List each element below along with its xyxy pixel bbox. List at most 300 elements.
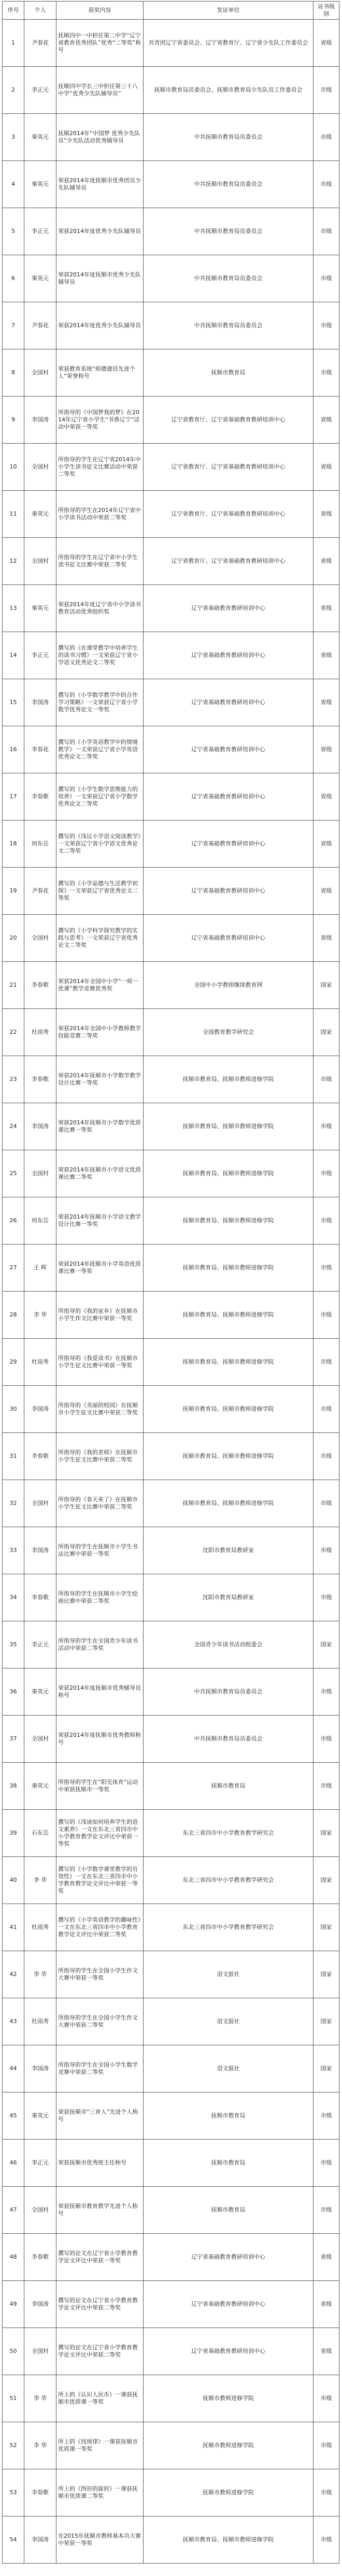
table-row [3, 2469, 339, 2516]
row-level: 国家 [314, 1998, 339, 2045]
row-award: 撰写的《浅议小学语文阅读教学》一文荣获辽宁省小学语文优秀论文二等奖 [56, 821, 144, 868]
row-index: 36 [3, 1668, 24, 1716]
row-issuer: 辽宁省基础教育教研培训中心 [144, 2328, 314, 2375]
row-person: 李正元 [24, 1621, 56, 1668]
row-award: 所上的《认识人民币》一课获抚顺市优质课一等奖 [56, 2375, 144, 2422]
row-issuer: 抚顺市教育局、抚顺市教师进修学院 [144, 1245, 314, 1292]
table-row [3, 1103, 339, 1150]
row-award: 所指导的学生在2014年辽宁省中小学读书活动中荣获二等奖 [56, 491, 144, 538]
row-person: 李 华 [24, 2422, 56, 2469]
table-row [3, 491, 339, 538]
row-award: 所指导的学生在全国小学生作文大赛中荣获一等奖 [56, 1951, 144, 1998]
row-level: 国家 [314, 1904, 339, 1951]
row-issuer: 东北三省四市中小学教育教学研究会 [144, 1810, 314, 1857]
row-index: 33 [3, 1527, 24, 1574]
table-row [3, 1810, 339, 1857]
row-index: 49 [3, 2281, 24, 2328]
table-row [3, 538, 339, 585]
row-index: 22 [3, 1009, 24, 1056]
row-issuer: 语文报社 [144, 2045, 314, 2092]
row-award: 所指导的学生在抚顺市小学生绘画比赛中荣获二等奖 [56, 1574, 144, 1621]
row-person: 李国涛 [24, 2281, 56, 2328]
table-row [3, 302, 339, 349]
row-issuer: 辽宁省基础教育教研培训中心 [144, 915, 314, 962]
table-row [3, 1763, 339, 1810]
row-person: 李国涛 [24, 1527, 56, 1574]
row-index: 2 [3, 67, 24, 114]
table-row [3, 632, 339, 679]
row-index: 23 [3, 1056, 24, 1103]
row-level: 市级 [314, 1716, 339, 1763]
row-index: 21 [3, 962, 24, 1009]
row-issuer: 沈阳市教育局教研室 [144, 1527, 314, 1574]
row-award: 撰写的《小学数学课堂教学的有效性》一文在东北三省四市中小学教育教学论文评比中荣获一等奖 [56, 1857, 144, 1904]
row-index: 27 [3, 1245, 24, 1292]
row-level: 市级 [314, 1339, 339, 1386]
row-index: 39 [3, 1810, 24, 1857]
row-person: 秦英元 [24, 1763, 56, 1810]
table-row [3, 2375, 339, 2422]
row-person: 秦英元 [24, 161, 56, 208]
row-person: 杜雨秀 [24, 1339, 56, 1386]
row-issuer: 抚顺市教育局、抚顺市教师进修学院 [144, 1197, 314, 1245]
table-row [3, 349, 339, 397]
row-award: 所指导的学生在辽宁省中小学生读书征文比赛中荣获二等奖 [56, 538, 144, 585]
row-award: 荣获2014年抚顺市小学语文优质课比赛二等奖 [56, 1150, 144, 1197]
row-issuer: 抚顺市教育局 [144, 1763, 314, 1810]
row-award: 所上的《图形的旋转》一课获抚顺市优质课二等奖 [56, 2469, 144, 2516]
row-index: 1 [3, 20, 24, 67]
row-person: 全国村 [24, 915, 56, 962]
row-index: 31 [3, 1433, 24, 1480]
row-award: 撰写的《小学科学探究教学的实践与思考》一文荣获辽宁省优秀论文二等奖 [56, 915, 144, 962]
row-person: 全国村 [24, 1150, 56, 1197]
header-level: 证书级别 [314, 2, 339, 20]
row-person: 秦英元 [24, 491, 56, 538]
row-award: 抚顺2014年“中国梦 优秀少先队员”少先队活动优秀辅导员 [56, 114, 144, 161]
awards-table [2, 1, 339, 2564]
row-issuer: 辽宁省基础教育教研培训中心 [144, 726, 314, 773]
row-person: 全国村 [24, 1480, 56, 1527]
row-person: 秦英元 [24, 255, 56, 302]
table-row [3, 1668, 339, 1716]
row-person: 何东岳 [24, 821, 56, 868]
header-index: 序号 [3, 2, 24, 20]
header-issuer: 发证单位 [144, 2, 314, 20]
row-index: 47 [3, 2187, 24, 2234]
row-award: 所指导的学生在全国小学生作文大赛中荣获二等奖 [56, 1998, 144, 2045]
row-level: 国家 [314, 1621, 339, 1668]
table-row [3, 679, 339, 726]
row-level: 市级 [314, 1103, 339, 1150]
row-award: 撰写的《小学数学教学中的合作学习策略》一文荣获辽宁省小学数学优秀论文一等奖 [56, 679, 144, 726]
row-issuer: 中共抚顺市教育局员委员会 [144, 302, 314, 349]
table-row [3, 773, 339, 821]
table-row [3, 2187, 339, 2234]
row-level: 市级 [314, 1197, 339, 1245]
row-issuer: 辽宁省基础教育教研培训中心 [144, 585, 314, 632]
row-index: 46 [3, 2140, 24, 2187]
table-row [3, 726, 339, 773]
row-issuer: 中共抚顺市教育局员委员会 [144, 1668, 314, 1716]
row-award: 荣获2014年度抚顺市优秀团员少先队辅导员 [56, 161, 144, 208]
row-award: 荣获2014年度辽宁省中小学读书教育活动优秀组织奖 [56, 585, 144, 632]
table-row [3, 208, 339, 255]
row-index: 45 [3, 2092, 24, 2140]
table-row [3, 1386, 339, 1433]
row-issuer: 抚顺市教师进修学院 [144, 2469, 314, 2516]
row-index: 24 [3, 1103, 24, 1150]
row-level: 市级 [314, 2469, 339, 2516]
row-person: 全国村 [24, 2328, 56, 2375]
table-row [3, 1951, 339, 1998]
row-issuer: 辽宁省基础教育教研培训中心 [144, 679, 314, 726]
row-level: 市级 [314, 1292, 339, 1339]
row-issuer: 全国青少年读书活动组委会 [144, 1621, 314, 1668]
row-person: 李国涛 [24, 1386, 56, 1433]
table-row [3, 1716, 339, 1763]
row-award: 荣获2014年抚顺市小学数学优质课比赛一等奖 [56, 1103, 144, 1150]
table-row [3, 585, 339, 632]
row-award: 所指导的《中国梦我的梦》在2014年辽宁省小学生“书香辽宁”活动中荣获一等奖 [56, 397, 144, 444]
row-index: 40 [3, 1857, 24, 1904]
row-index: 34 [3, 1574, 24, 1621]
row-person: 李春歌 [24, 1433, 56, 1480]
row-issuer: 中共抚顺市教育局员委员会 [144, 114, 314, 161]
row-issuer: 抚顺市教育局、抚顺市教师进修学院 [144, 1480, 314, 1527]
row-index: 15 [3, 679, 24, 726]
row-award: 荣获2014年全国中小学“一师一优课”教学竞赛优秀奖 [56, 962, 144, 1009]
table-row [3, 2422, 339, 2469]
row-level: 市级 [314, 1668, 339, 1716]
row-issuer: 沈阳市教育局教研室 [144, 1574, 314, 1621]
row-index: 52 [3, 2422, 24, 2469]
row-person: 李国涛 [24, 2516, 56, 2564]
row-index: 20 [3, 915, 24, 962]
row-issuer: 中共抚顺市教育局员委员会 [144, 1716, 314, 1763]
row-level: 省级 [314, 773, 339, 821]
row-level: 市级 [314, 67, 339, 114]
row-award: 抚顺四中学长三中担任第三十八中学“优秀少先队辅导员” [56, 67, 144, 114]
row-index: 9 [3, 397, 24, 444]
row-person: 秦英元 [24, 1668, 56, 1716]
row-award: 所指导的《我爱读书》在抚顺市小学生征文比赛中荣获一等奖 [56, 1339, 144, 1386]
row-issuer: 抚顺市教育局、抚顺市教师进修学院 [144, 1056, 314, 1103]
row-person: 秦英元 [24, 114, 56, 161]
table-row [3, 114, 339, 161]
row-person: 杜雨秀 [24, 1904, 56, 1951]
row-index: 38 [3, 1763, 24, 1810]
row-index: 17 [3, 773, 24, 821]
row-level: 市级 [314, 208, 339, 255]
row-issuer: 抚顺市教育局 [144, 2092, 314, 2140]
row-person: 李春歌 [24, 2234, 56, 2281]
row-award: 撰写的《小学品德与生活教学初探》一文荣获辽宁省优秀论文二等奖 [56, 868, 144, 915]
row-level: 市级 [314, 1245, 339, 1292]
row-person: 何东岳 [24, 1197, 56, 1245]
row-person: 全国村 [24, 2187, 56, 2234]
row-person: 李 华 [24, 1857, 56, 1904]
table-row [3, 1621, 339, 1668]
row-level: 省级 [314, 20, 339, 67]
row-award: 荣获2014年度优秀少先队辅导员 [56, 208, 144, 255]
row-award: 所指导的《春天来了》在抚顺市小学生征文比赛中荣获二等奖 [56, 1480, 144, 1527]
row-person: 李 华 [24, 2375, 56, 2422]
row-award: 撰写的《小学生数学思维能力的培养》一文荣获辽宁省小学数学优秀论文二等奖 [56, 773, 144, 821]
row-person: 秦英元 [24, 585, 56, 632]
table-row [3, 1480, 339, 1527]
row-person: 石东岳 [24, 1810, 56, 1857]
row-index: 51 [3, 2375, 24, 2422]
row-issuer: 东北三省四市中小学教育教学研究会 [144, 1857, 314, 1904]
table-row [3, 161, 339, 208]
row-award: 荣获教育系统“师德建设先进个人”荣誉称号 [56, 349, 144, 397]
row-issuer: 共青团辽宁省委员会、辽宁省教育厅、辽宁省少先队工作委员会 [144, 20, 314, 67]
row-award: 荣获抚顺市教育教学先进个人称号 [56, 2187, 144, 2234]
row-level: 市级 [314, 2422, 339, 2469]
row-level: 省级 [314, 538, 339, 585]
row-award: 荣获2014年度抚顺市优秀少先队辅导员 [56, 255, 144, 302]
row-award: 撰写的《小学英语教学中的情境教学》一文荣获辽宁省小学英语优秀论文二等奖 [56, 726, 144, 773]
row-person: 李 华 [24, 1292, 56, 1339]
table-row [3, 1339, 339, 1386]
row-level: 国家 [314, 1951, 339, 1998]
row-issuer: 辽宁省基础教育教研培训中心 [144, 2234, 314, 2281]
row-award: 所指导的学生在“阳光体育”运动中荣获抚顺市一等奖 [56, 1763, 144, 1810]
row-award: 荣获2014年抚顺市小学英语优质课比赛一等奖 [56, 1245, 144, 1292]
row-level: 市级 [314, 1056, 339, 1103]
row-index: 7 [3, 302, 24, 349]
row-issuer: 辽宁省基础教育教研培训中心 [144, 773, 314, 821]
row-index: 18 [3, 821, 24, 868]
row-index: 30 [3, 1386, 24, 1433]
row-person: 全国村 [24, 349, 56, 397]
row-level: 市级 [314, 1763, 339, 1810]
table-row [3, 1527, 339, 1574]
row-award: 撰写的论文在辽宁省小学教育教学论文评比中荣获一等奖 [56, 2234, 144, 2281]
row-person: 李正元 [24, 2140, 56, 2187]
row-issuer: 辽宁省基础教育教研培训中心 [144, 868, 314, 915]
row-level: 省级 [314, 679, 339, 726]
row-level: 省级 [314, 726, 339, 773]
row-issuer: 辽宁省基础教育教研培训中心 [144, 632, 314, 679]
row-level: 市级 [314, 1480, 339, 1527]
row-issuer: 辽宁省教育厅、辽宁省基础教育教研培训中心 [144, 397, 314, 444]
row-person: 王 晖 [24, 1245, 56, 1292]
table-row [3, 1574, 339, 1621]
table-row [3, 1857, 339, 1904]
header-award: 获奖内容 [56, 2, 144, 20]
row-issuer: 辽宁省教育厅、辽宁省基础教育教研培训中心 [144, 444, 314, 491]
row-person: 李春歌 [24, 962, 56, 1009]
row-issuer: 抚顺市教育局 [144, 2187, 314, 2234]
table-row [3, 1904, 339, 1951]
row-level: 省级 [314, 444, 339, 491]
row-issuer: 抚顺市教育局、抚顺市教师进修学院 [144, 1339, 314, 1386]
row-level: 市级 [314, 1527, 339, 1574]
row-issuer: 语文报社 [144, 1951, 314, 1998]
row-level: 省级 [314, 632, 339, 679]
table-row [3, 2140, 339, 2187]
row-award: 撰写的《浅谈如何培养学生的语文素养》一文在东北三省四市中小学教育教学论文评比中荣获一等奖 [56, 1810, 144, 1857]
row-level: 市级 [314, 349, 339, 397]
row-index: 44 [3, 2045, 24, 2092]
row-award: 所指导的学生在全国青少年读书活动中荣获二等奖 [56, 1621, 144, 1668]
row-person: 李正元 [24, 208, 56, 255]
row-level: 市级 [314, 2516, 339, 2564]
row-level: 市级 [314, 2375, 339, 2422]
row-level: 市级 [314, 2092, 339, 2140]
header-person: 个人 [24, 2, 56, 20]
table-row [3, 1433, 339, 1480]
row-award: 荣获抚顺市“三育人”先进个人称号 [56, 2092, 144, 2140]
row-level: 国家 [314, 2045, 339, 2092]
row-level: 国家 [314, 1857, 339, 1904]
table-row [3, 397, 339, 444]
row-award: 所指导的《我的家乡》在抚顺市小学生作文比赛中荣获一等奖 [56, 1292, 144, 1339]
row-award: 所指导的《美丽的校园》在抚顺市小学生征文比赛中荣获二等奖 [56, 1386, 144, 1433]
row-level: 省级 [314, 915, 339, 962]
row-index: 42 [3, 1951, 24, 1998]
row-person: 尹春花 [24, 868, 56, 915]
header-row [3, 2, 339, 20]
row-index: 13 [3, 585, 24, 632]
row-award: 所指导的学生在辽宁省2014年中小学生读书征文比赛活动中荣获二等奖 [56, 444, 144, 491]
row-award: 所指导的学生在抚顺市小学生书法比赛中荣获一等奖 [56, 1527, 144, 1574]
row-person: 李春歌 [24, 1574, 56, 1621]
row-person: 李春歌 [24, 773, 56, 821]
row-award: 荣获抚顺市优秀班主任称号 [56, 2140, 144, 2187]
table-row [3, 1150, 339, 1197]
row-person: 李国涛 [24, 1103, 56, 1150]
row-level: 市级 [314, 2187, 339, 2234]
table-row [3, 1998, 339, 2045]
row-issuer: 全国教育教学研究会 [144, 1009, 314, 1056]
row-index: 53 [3, 2469, 24, 2516]
awards-table-sheet [2, 1, 339, 2564]
row-person: 尹春花 [24, 302, 56, 349]
row-person: 李正元 [24, 67, 56, 114]
row-award: 抚顺四中一中担任第二中学“辽宁省教育优秀团队”优秀“二等奖”称号 [56, 20, 144, 67]
row-index: 3 [3, 114, 24, 161]
row-issuer: 全国中小学教师继续教育网 [144, 962, 314, 1009]
table-row [3, 2281, 339, 2328]
row-award: 所指导的《我的老师》在抚顺市小学生征文比赛中荣获二等奖 [56, 1433, 144, 1480]
table-row [3, 1009, 339, 1056]
row-index: 37 [3, 1716, 24, 1763]
row-person: 全国村 [24, 1716, 56, 1763]
row-issuer: 中共抚顺市教育局员委员会 [144, 255, 314, 302]
row-index: 25 [3, 1150, 24, 1197]
row-level: 省级 [314, 397, 339, 444]
row-index: 6 [3, 255, 24, 302]
row-award: 荣获2014年抚顺市小学语文教学设计比赛一等奖 [56, 1197, 144, 1245]
row-level: 市级 [314, 302, 339, 349]
row-level: 市级 [314, 1433, 339, 1480]
row-award: 荣获2014年度抚顺市优秀辅导员称号 [56, 1668, 144, 1716]
row-index: 48 [3, 2234, 24, 2281]
row-issuer: 抚顺市教育局、抚顺市教师进修学院 [144, 2516, 314, 2564]
row-award: 荣获2014年度优秀少先队辅导员 [56, 302, 144, 349]
table-row [3, 2234, 339, 2281]
table-row [3, 2328, 339, 2375]
row-award: 荣获2014年抚顺市小学数学教学设计比赛一等奖 [56, 1056, 144, 1103]
table-row [3, 1245, 339, 1292]
row-level: 市级 [314, 161, 339, 208]
row-index: 29 [3, 1339, 24, 1386]
row-issuer: 东北三省四市中小学教育教学研究会 [144, 1904, 314, 1951]
row-issuer: 抚顺市教育局、抚顺市教师进修学院 [144, 1386, 314, 1433]
row-level: 省级 [314, 821, 339, 868]
row-issuer: 抚顺市教师进修学院 [144, 2422, 314, 2469]
row-index: 8 [3, 349, 24, 397]
row-index: 10 [3, 444, 24, 491]
row-index: 32 [3, 1480, 24, 1527]
row-award: 撰写的论文在辽宁省小学教育教学论文评比中荣获二等奖 [56, 2281, 144, 2328]
row-award: 荣获2014年度抚顺市优秀教师称号 [56, 1716, 144, 1763]
row-award: 在2015年抚顺市教师基本功大赛中荣获一等奖 [56, 2516, 144, 2564]
row-person: 尹春花 [24, 20, 56, 67]
row-level: 国家 [314, 1009, 339, 1056]
row-index: 19 [3, 868, 24, 915]
row-index: 28 [3, 1292, 24, 1339]
row-level: 市级 [314, 1150, 339, 1197]
table-row [3, 962, 339, 1009]
row-index: 35 [3, 1621, 24, 1668]
row-level: 省级 [314, 2234, 339, 2281]
row-index: 41 [3, 1904, 24, 1951]
row-index: 16 [3, 726, 24, 773]
row-person: 全国村 [24, 444, 56, 491]
row-issuer: 抚顺市教育局、抚顺市教师进修学院 [144, 1433, 314, 1480]
row-person: 李 华 [24, 1951, 56, 1998]
table-row [3, 1056, 339, 1103]
table-row [3, 1292, 339, 1339]
table-row [3, 868, 339, 915]
row-issuer: 语文报社 [144, 1998, 314, 2045]
row-level: 省级 [314, 2328, 339, 2375]
row-person: 李国涛 [24, 397, 56, 444]
table-row [3, 255, 339, 302]
row-award: 所上的《找规律》一课获抚顺市优质课一等奖 [56, 2422, 144, 2469]
row-person: 李国涛 [24, 679, 56, 726]
row-person: 杜雨秀 [24, 1998, 56, 2045]
row-person: 秦英元 [24, 2092, 56, 2140]
table-row [3, 2045, 339, 2092]
row-level: 省级 [314, 491, 339, 538]
row-issuer: 抚顺市教育局 [144, 349, 314, 397]
row-index: 11 [3, 491, 24, 538]
row-award: 所指导的学生在全国小学生数学竞赛中荣获二等奖 [56, 2045, 144, 2092]
row-award: 撰写的《在课堂教学中培养学生的读书习惯》一文荣获辽宁省小学语文优秀论文二等奖 [56, 632, 144, 679]
row-person: 李春花 [24, 726, 56, 773]
row-issuer: 辽宁省基础教育教研培训中心 [144, 821, 314, 868]
row-person: 李正元 [24, 632, 56, 679]
row-level: 国家 [314, 1810, 339, 1857]
table-body [3, 20, 339, 2564]
row-level: 省级 [314, 2281, 339, 2328]
table-row [3, 444, 339, 491]
row-issuer: 中共抚顺市教育局员委员会 [144, 161, 314, 208]
row-level: 省级 [314, 868, 339, 915]
row-issuer: 辽宁省教育厅、辽宁省基础教育教研培训中心 [144, 538, 314, 585]
row-award: 撰写的论文在辽宁省小学教育教学论文评比中荣获二等奖 [56, 2328, 144, 2375]
row-index: 26 [3, 1197, 24, 1245]
row-level: 市级 [314, 1574, 339, 1621]
row-person: 李春歌 [24, 2469, 56, 2516]
row-level: 国家 [314, 962, 339, 1009]
row-index: 5 [3, 208, 24, 255]
